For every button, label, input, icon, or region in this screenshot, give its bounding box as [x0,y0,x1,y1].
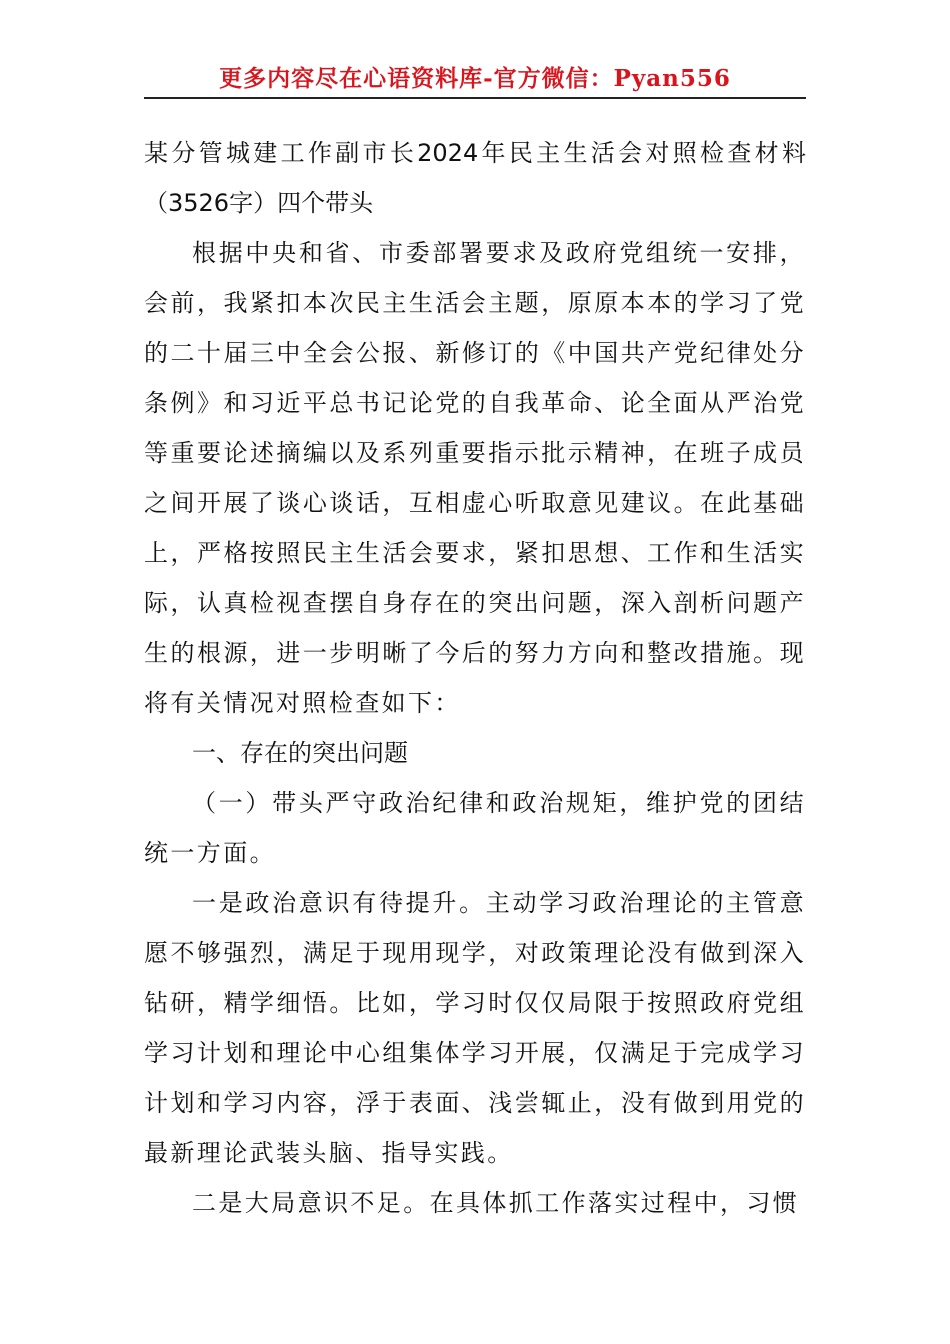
subsection-heading-1: （一）带头严守政治纪律和政治规矩，维护党的团结统一方面。 [144,789,806,867]
document-title: 某分管城建工作副市长2024年民主生活会对照检查材料（3526字）四个带头 [144,139,806,217]
intro-paragraph: 根据中央和省、市委部署要求及政府党组统一安排，会前，我紧扣本次民主生活会主题，原原本本的学习了党的二十届三中全会公报、新修订的《中国共产党纪律处分条例》和习近平总书记论党的自我革命、论全面从严治党等重要论述摘编以及系列重要指示批示精神，在班子成员之间开展了谈心谈话，互相虚心听取意见建议。在此基础上，严格按照民主生活会要求，紧扣思想、工作和生活实际，认真检视查摆自身存在的突出问题，深入剖析问题产生的根源，进一步明晰了今后的努力方向和整改措施。现将有关情况对照检查如下： [144,239,806,717]
document-body [144,128,806,1228]
point-paragraph-1: 一是政治意识有待提升。主动学习政治理论的主管意愿不够强烈，满足于现用现学，对政策理论没有做到深入钻研，精学细悟。比如，学习时仅仅局限于按照政府党组学习计划和理论中心组集体学习开展，仅满足于完成学习计划和学习内容，浮于表面、浅尝辄止，没有做到用党的最新理论武装头脑、指导实践。 [144,889,806,1167]
header-divider [144,97,806,99]
header-banner: 更多内容尽在心语资料库-官方微信：Pyan556 [219,65,731,92]
point-paragraph-2: 二是大局意识不足。在具体抓工作落实过程中，习惯 [192,1189,800,1217]
section-heading-1: 一、存在的突出问题 [192,739,408,767]
